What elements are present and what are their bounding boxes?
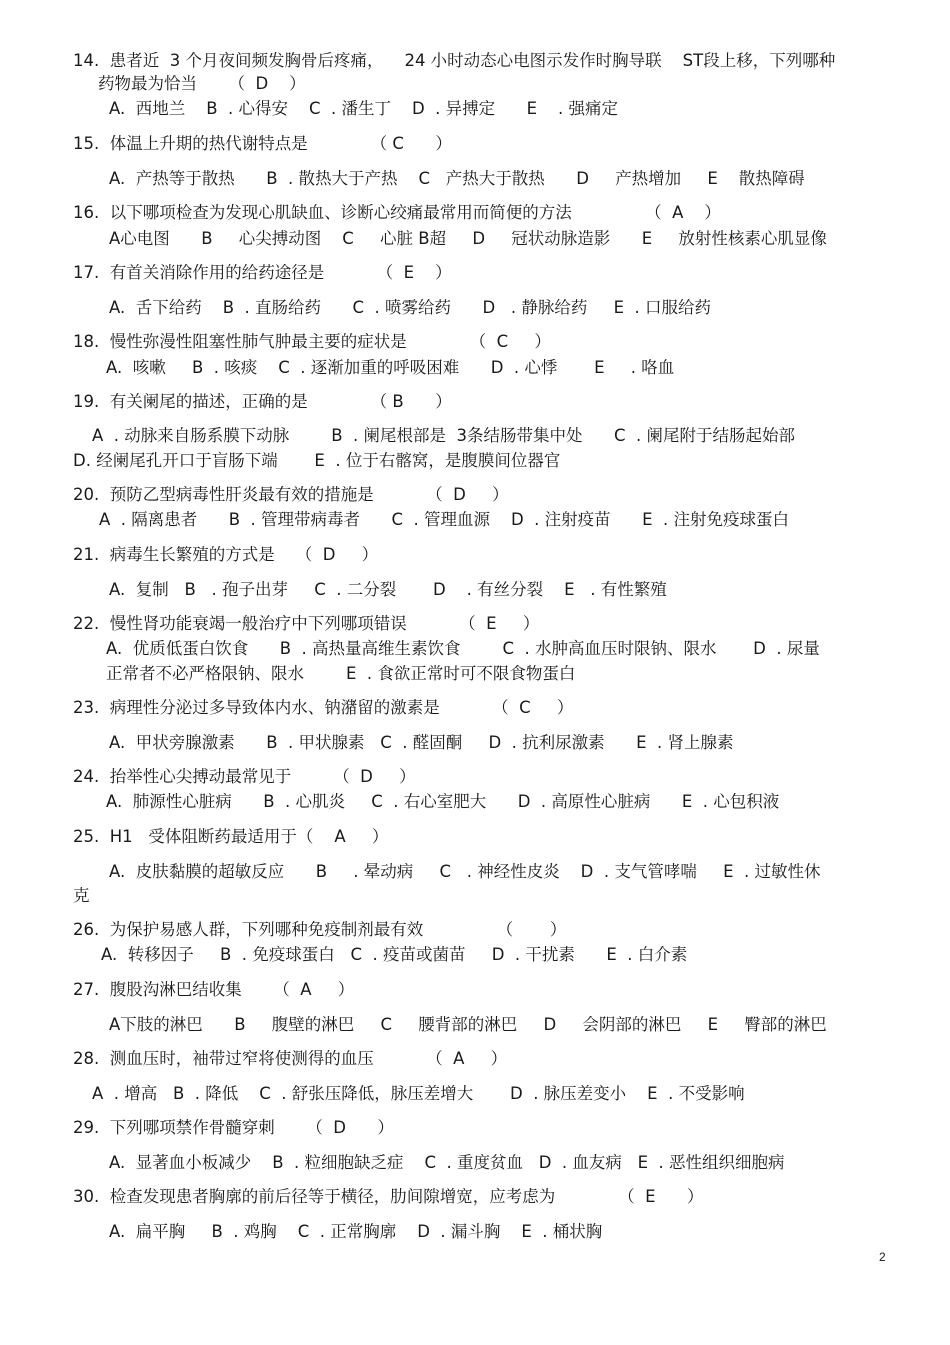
answer-options: A. 优质低蛋白饮食 B . 高热量高维生素饮食 C . 水肿高血压时限钠、限水 D . 尿量 (106, 639, 820, 658)
question-stem: 22. 慢性肾功能衰竭一般治疗中下列哪项错误 （ E ） (73, 614, 540, 633)
question-stem: 17. 有首关消除作用的给药途径是 （ E ） (73, 263, 452, 282)
question-stem: 24. 抬举性心尖搏动最常见于 （ D ） (73, 767, 416, 786)
question-stem: 26. 为保护易感人群，下列哪种免疫制剂最有效 （ ） (73, 920, 567, 939)
answer-options: D. 经阑尾孔开口于盲肠下端 E . 位于右髂窝，是腹膜间位器官 (73, 451, 561, 470)
question-stem: 30. 检查发现患者胸廓的前后径等于横径，肋间隙增宽，应考虑为 （ E ） (73, 1187, 704, 1206)
question-stem: 14. 患者近 3 个月夜间频发胸骨后疼痛， 24 小时动态心电图示发作时胸导联 ST段上移，下列哪种 (73, 51, 836, 70)
question-stem: 29. 下列哪项禁作骨髓穿刺 （ D ） (73, 1118, 394, 1137)
answer-options: A. 复制 B . 孢子出芽 C . 二分裂 D . 有丝分裂 E . 有性繁殖 (109, 580, 667, 599)
answer-options: A心电图 B 心尖搏动图 C 心脏 B超 D 冠状动脉造影 E 放射性核素心肌显像 (109, 229, 827, 248)
answer-options: A. 肺源性心脏病 B . 心肌炎 C . 右心室肥大 D . 高原性心脏病 E . 心包积液 (106, 792, 780, 811)
question-stem: 15. 体温上升期的热代谢特点是 （ C ） (73, 134, 452, 153)
answer-options: A. 产热等于散热 B . 散热大于产热 C 产热大于散热 D 产热增加 E 散热障碍 (109, 169, 805, 188)
answer-options: A . 增高 B . 降低 C . 舒张压降低，脉压差增大 D . 脉压差变小 E . 不受影响 (92, 1084, 745, 1103)
question-stem: 25. H1 受体阻断药最适用于（ A ） (73, 827, 389, 846)
answer-options: A . 隔离患者 B . 管理带病毒者 C . 管理血源 D . 注射疫苗 E . 注射免疫球蛋白 (99, 510, 790, 529)
answer-options: 药物最为恰当 （ D ） (98, 74, 306, 93)
answer-options: A. 舌下给药 B . 直肠给药 C . 喷雾给药 D . 静脉给药 E . 口服给药 (109, 298, 712, 317)
answer-options: A. 转移因子 B . 免疫球蛋白 C . 疫苗或菌苗 D . 干扰素 E . 白介素 (101, 945, 688, 964)
question-stem: 18. 慢性弥漫性阻塞性肺气肿最主要的症状是 （ C ） (73, 332, 551, 351)
answer-options: A. 扁平胸 B . 鸡胸 C . 正常胸廓 D . 漏斗胸 E . 桶状胸 (109, 1222, 603, 1241)
answer-options: A. 西地兰 B . 心得安 C . 潘生丁 D . 异搏定 E . 强痛定 (109, 99, 619, 118)
question-stem: 20. 预防乙型病毒性肝炎最有效的措施是 （ D ） (73, 485, 509, 504)
question-stem: 23. 病理性分泌过多导致体内水、钠潴留的激素是 （ C ） (73, 698, 574, 717)
question-stem: 28. 测血压时，袖带过窄将使测得的血压 （ A ） (73, 1049, 508, 1068)
answer-options: A下肢的淋巴 B 腹壁的淋巴 C 腰背部的淋巴 D 会阴部的淋巴 E 臀部的淋巴 (109, 1015, 827, 1034)
question-stem: 27. 腹股沟淋巴结收集 （ A ） (73, 980, 355, 999)
answer-options: A . 动脉来自肠系膜下动脉 B . 阑尾根部是 3条结肠带集中处 C . 阑尾附于结肠起始部 (92, 426, 795, 445)
answer-options: A. 皮肤黏膜的超敏反应 B . 晕动病 C . 神经性皮炎 D . 支气管哮喘 E . 过敏性休 (109, 862, 821, 881)
answer-options: A. 甲状旁腺激素 B . 甲状腺素 C . 醛固酮 D . 抗利尿激素 E . 肾上腺素 (109, 733, 734, 752)
page-number: 2 (879, 1250, 886, 1264)
answer-options: 克 (73, 886, 90, 905)
answer-options: A. 显著血小板减少 B . 粒细胞缺乏症 C . 重度贫血 D . 血友病 E . 恶性组织细胞病 (109, 1153, 785, 1172)
question-stem: 21. 病毒生长繁殖的方式是 （ D ） (73, 545, 379, 564)
answer-options: A. 咳嗽 B . 咳痰 C . 逐渐加重的呼吸困难 D . 心悸 E . 咯血 (106, 358, 675, 377)
answer-options: 正常者不必严格限钠、限水 E . 食欲正常时可不限食物蛋白 (106, 664, 576, 683)
question-stem: 19. 有关阑尾的描述，正确的是 （ B ） (73, 392, 452, 411)
question-stem: 16. 以下哪项检查为发现心肌缺血、诊断心绞痛最常用而简便的方法 （ A ） (73, 203, 721, 222)
